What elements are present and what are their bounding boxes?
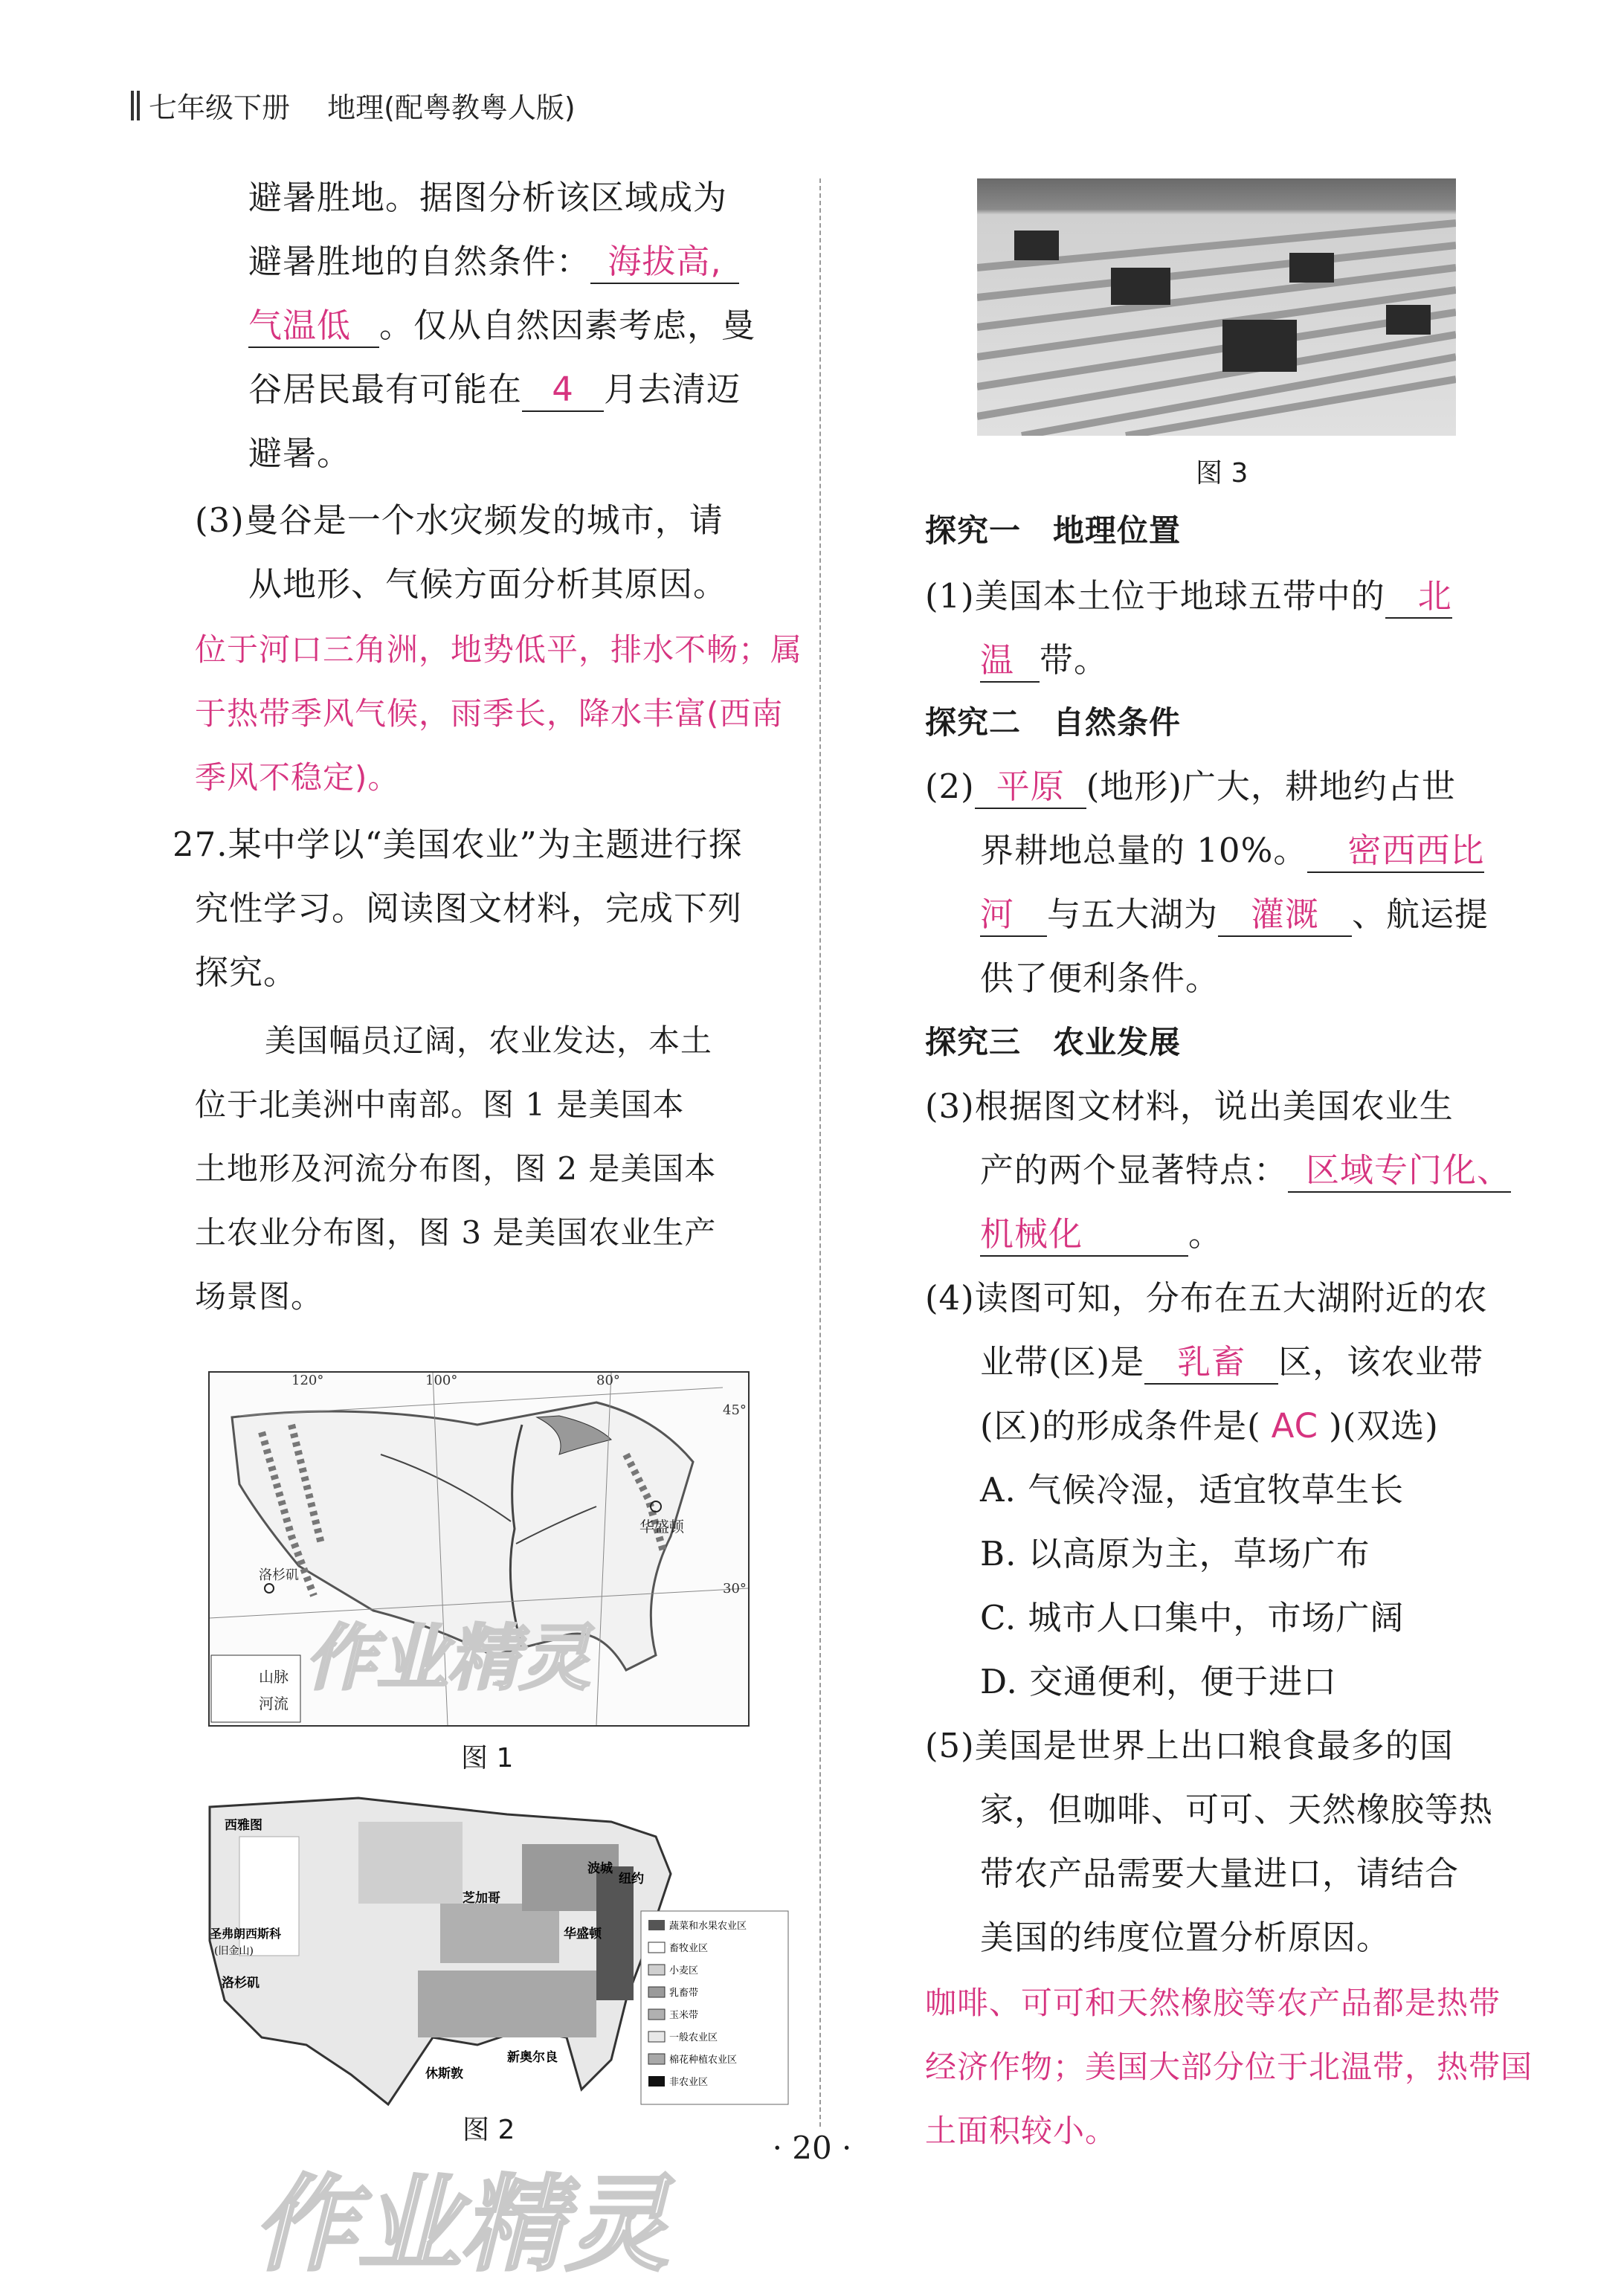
fig2-legend-3: 乳畜带: [669, 1988, 699, 1999]
s3-q4c: 区，该农业带: [1278, 1342, 1484, 1382]
left-line-2-text: 避暑胜地的自然条件：: [248, 242, 591, 281]
s2-q2d: 与五大湖为: [1047, 895, 1219, 934]
q27-line-2: 究性学习。阅读图文材料，完成下列: [195, 889, 743, 928]
fig2-legend-1: 畜牧业区: [669, 1943, 709, 1954]
fig2-legend-4: 玉米带: [669, 2010, 699, 2021]
q27-line-1: 27.某中学以“美国农业”为主题进行探: [173, 825, 743, 864]
fig2-label-washington: 华盛顿: [564, 1927, 602, 1942]
answer-blank-altitude[interactable]: [590, 241, 739, 284]
answer-blank-zone-2[interactable]: [980, 639, 1040, 683]
material-line-2: 位于北美洲中南部。图 1 是美国本: [195, 1086, 685, 1123]
q3-line-2: 从地形、气候方面分析其原因。: [248, 564, 728, 604]
s3-q5-line-3: 带农产品需要大量进口，请结合: [980, 1854, 1460, 1893]
fig1-label-100: 100°: [425, 1373, 458, 1388]
left-line-4: [248, 367, 741, 412]
fig1-grid-1: [239, 1388, 723, 1416]
fig2-label-newyork: 纽约: [619, 1872, 644, 1886]
answer-blank-terrain[interactable]: [975, 766, 1086, 809]
s3-q5-answer-3: 土面积较小。: [925, 2113, 1118, 2149]
answer-blank-belt[interactable]: [1144, 1341, 1278, 1385]
material-line-3: 土地形及河流分布图，图 2 是美国本: [195, 1150, 717, 1187]
section-1-title: 探究一 地理位置: [925, 512, 1182, 549]
s3-q4e: )(双选): [1329, 1406, 1439, 1446]
s2-q2a: (2): [925, 767, 975, 806]
s3-q5-line-2: 家，但咖啡、可可、天然橡胶等热: [980, 1790, 1494, 1829]
answer-use: 灌溉: [1251, 895, 1320, 934]
s1-line-2: [980, 638, 1108, 683]
s1-q1-text: (1)美国本土位于地球五带中的: [925, 576, 1385, 616]
s2-line-2: [980, 828, 1484, 873]
watermark-bottom: 作业精灵: [253, 2165, 670, 2286]
q3-answer-1: 位于河口三角洲，地势低平，排水不畅；属: [195, 631, 803, 668]
s3-q3-line-3: [980, 1212, 1222, 1257]
answer-blank-temp[interactable]: [248, 305, 379, 348]
answer-altitude: 海拔高,: [608, 242, 722, 281]
header-bar-icon: [131, 91, 134, 120]
fig1-la-marker: [265, 1584, 274, 1593]
answer-feature-1: 区域专门化、: [1306, 1150, 1512, 1190]
s3-q3-line-1: (3)根据图文材料，说出美国农业生: [925, 1086, 1454, 1126]
answer-blank-river-1[interactable]: [1307, 830, 1484, 873]
answer-blank-month[interactable]: [522, 369, 604, 412]
column-divider: [819, 178, 821, 2127]
answer-blank-zone-1[interactable]: [1385, 576, 1452, 619]
s3-q4d: (区)的形成条件是(: [980, 1406, 1261, 1446]
fig2-label-boston: 波城: [587, 1861, 613, 1876]
s2-line-4: 供了便利条件。: [980, 958, 1220, 998]
fig1-label-washington: 华盛顿: [639, 1518, 684, 1536]
answer-terrain: 平原: [996, 767, 1065, 806]
answer-zone-2: 温: [980, 640, 1015, 680]
s3-q4-line-1: (4)读图可知，分布在五大湖附近的农: [925, 1278, 1488, 1318]
figure-3-caption: 图 3: [1196, 458, 1248, 489]
left-line-4b: 月去清迈: [604, 370, 741, 409]
fig2-legend-box: [641, 1911, 788, 2104]
left-line-5: 避暑。: [248, 434, 352, 473]
header-book: 七年级下册: [149, 91, 291, 124]
s3-q4-line-3: [980, 1404, 1439, 1449]
fig2-label-neworleans: 新奥尔良: [507, 2050, 558, 2065]
s3-q3b: 产的两个显著特点：: [980, 1150, 1289, 1190]
fig2-label-sf2: (旧金山): [214, 1945, 254, 1957]
figure-3-photo: [977, 178, 1456, 436]
figure-2-caption: 图 2: [463, 2115, 515, 2145]
fig2-label-sf: 圣弗朗西斯科: [210, 1927, 282, 1941]
option-b: B. 以高原为主，草场广布: [980, 1534, 1370, 1573]
fig2-legend-7: 非农业区: [669, 2077, 709, 2088]
answer-belt: 乳畜: [1177, 1342, 1246, 1382]
fig2-wheat-region: [358, 1822, 463, 1904]
figure-3-svg: [977, 178, 1456, 436]
figure-1-caption: 图 1: [461, 1743, 514, 1773]
fig2-legend-0: 蔬菜和水果农业区: [669, 1921, 747, 1932]
answer-river-2: 河: [980, 895, 1015, 934]
fig2-corn-belt: [440, 1904, 559, 1963]
left-line-4a: 谷居民最有可能在: [248, 370, 523, 409]
s1-line-1: [925, 574, 1452, 619]
figure-2-svg: [195, 1792, 790, 2112]
s3-q5-line-4: 美国的纬度位置分析原因。: [980, 1918, 1391, 1957]
q3-answer-3: 季风不稳定)。: [195, 759, 400, 796]
answer-zone-1: 北: [1417, 576, 1452, 616]
answer-river-1: 密西西比: [1347, 831, 1485, 870]
left-line-3: [248, 303, 755, 348]
q3-answer-2: 于热带季风气候，雨季长，降水丰富(西南: [195, 695, 784, 732]
s2-q2c: 界耕地总量的 10%。: [980, 831, 1308, 870]
answer-blank-feature-2[interactable]: [980, 1214, 1188, 1257]
answer-choice[interactable]: AC: [1271, 1406, 1319, 1446]
answer-blank-river-2[interactable]: [980, 894, 1047, 937]
left-line-1: 避暑胜地。据图分析该区域成为: [248, 178, 728, 217]
fig1-label-30: 30°: [723, 1581, 747, 1596]
fig2-legend-5: 一般农业区: [669, 2032, 718, 2043]
q3-line-1: (3)曼谷是一个水灾频发的城市，请: [195, 500, 724, 540]
option-c: C. 城市人口集中，市场广阔: [980, 1598, 1405, 1637]
s3-q3-line-2: [980, 1148, 1511, 1193]
s3-q4b: 业带(区)是: [980, 1342, 1145, 1382]
left-line-3-text: 。仅从自然因素考虑，曼: [379, 306, 756, 345]
fig2-legend-6: 棉花种植农业区: [669, 2055, 738, 2066]
fig2-cotton-belt: [418, 1971, 596, 2037]
q27-line-3: 探究。: [195, 953, 298, 992]
fig1-label-mountains: 山脉: [259, 1668, 289, 1686]
answer-temp: 气温低: [248, 306, 352, 345]
answer-blank-use[interactable]: [1218, 894, 1352, 937]
fig1-label-45: 45°: [723, 1402, 747, 1418]
page-number: · 20 ·: [772, 2130, 852, 2166]
s2-q2e: 、航运提: [1352, 895, 1489, 934]
material-line-1: 美国幅员辽阔，农业发达，本土: [265, 1022, 713, 1059]
fig2-label-houston: 休斯敦: [425, 2066, 463, 2081]
fig2-legend-2: 小麦区: [669, 1965, 699, 1976]
s3-q5-answer-1: 咖啡、可可和天然橡胶等农产品都是热带: [925, 1985, 1501, 2021]
figure-2-map: [195, 1792, 790, 2112]
left-line-2: [248, 239, 739, 284]
s2-q2b: (地形)广大，耕地约占世: [1086, 767, 1456, 806]
s1-q1b-text: 带。: [1040, 640, 1109, 680]
fig1-label-la: 洛杉矶: [259, 1567, 299, 1583]
watermark-center: 作业精灵: [305, 1617, 590, 1700]
s3-q5-line-1: (5)美国是世界上出口粮食最多的国: [925, 1726, 1454, 1765]
answer-feature-2: 机械化: [980, 1214, 1083, 1254]
material-line-4: 土农业分布图，图 3 是美国农业生产: [195, 1214, 717, 1251]
answer-blank-feature-1[interactable]: [1288, 1150, 1511, 1193]
answer-month: 4: [552, 370, 574, 409]
s2-line-1: [925, 764, 1456, 809]
fig2-east-coast: [596, 1866, 634, 2000]
s3-q5-answer-2: 经济作物；美国大部分位于北温带，热带国: [925, 2049, 1533, 2085]
fig1-label-120: 120°: [291, 1373, 324, 1388]
page-header: [149, 85, 576, 126]
fig1-label-80: 80°: [596, 1373, 620, 1388]
s3-q3c: 。: [1188, 1214, 1223, 1254]
fig2-label-la: 洛杉矶: [222, 1976, 260, 1991]
option-a: A. 气候冷湿，适宜牧草生长: [980, 1470, 1405, 1509]
fig2-label-seattle: 西雅图: [225, 1818, 262, 1833]
s2-line-3: [980, 892, 1489, 937]
section-2-title: 探究二 自然条件: [925, 704, 1182, 741]
s3-q4-line-2: [980, 1340, 1483, 1385]
option-d: D. 交通便利，便于进口: [980, 1662, 1338, 1701]
fig2-label-chicago: 芝加哥: [463, 1891, 500, 1906]
section-3-title: 探究三 农业发展: [925, 1024, 1182, 1060]
header-bar-icon-2: [137, 91, 140, 120]
material-line-5: 场景图。: [195, 1278, 323, 1315]
header-subject: 地理(配粤教粤人版): [327, 91, 576, 124]
fig1-label-rivers: 河流: [259, 1695, 289, 1712]
